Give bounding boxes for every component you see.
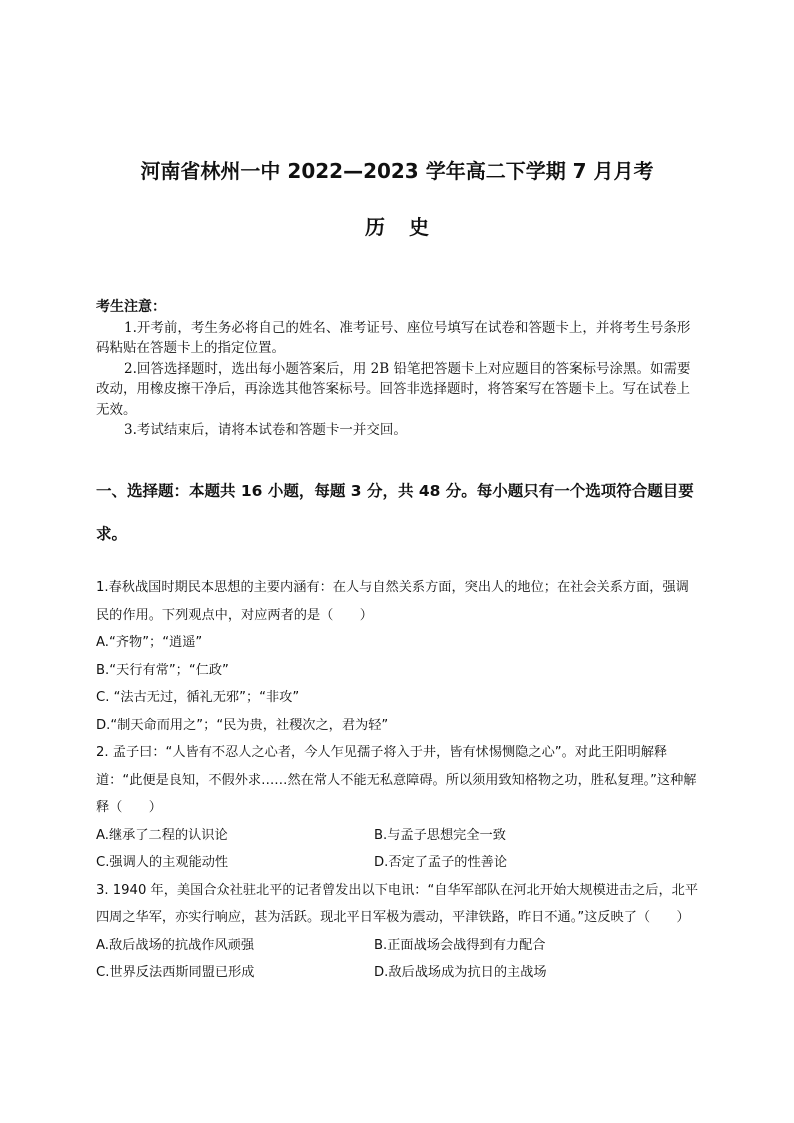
answer-option: D.“制天命而用之”；“民为贵，社稷次之，君为轻”	[96, 717, 389, 733]
answer-option: B.正面战场会战得到有力配合	[374, 937, 546, 953]
question-stem: 2. 孟子曰：“人皆有不忍人之心者，今人乍见孺子将入于井，皆有怵惕恻隐之心”。对此王阳明解释道：“此便是良知，不假外求……然在常人不能无私意障碍。所以须用致知格物之功，胜私复理。”这种解释（ ）	[96, 745, 697, 815]
answer-option: A.敌后战场的抗战作风顽强	[96, 937, 255, 953]
question-stem: 3. 1940 年，美国合众社驻北平的记者曾发出以下电讯：“自华军部队在河北开始大规模进击之后，北平四周之华军，亦实行响应，甚为活跃。现北平日军极为震动，平津铁路，昨日不通。”这反映了（ ）	[96, 882, 699, 925]
subject-title: 历史	[365, 215, 453, 239]
candidate-notice	[96, 296, 696, 440]
answer-option: C.世界反法西斯同盟已形成	[96, 965, 255, 980]
notice-item: 2.回答选择题时，选出每小题答案后，用 2B 铅笔把答题卡上对应题目的答案标号涂黑。如需要改动，用橡皮擦干净后，再涂选其他答案标号。回答非选择题时，将答案写在答题卡上。写在试卷上无效。	[96, 360, 691, 418]
exam-title: 河南省林州一中 2022—2023 学年高二下学期 7 月月考	[140, 159, 654, 183]
notice-heading: 考生注意：	[96, 299, 166, 315]
option-row	[96, 959, 701, 987]
answer-option: A.“齐物”；“逍遥”	[96, 635, 203, 650]
answer-option: D.否定了孟子的性善论	[374, 855, 508, 870]
question-stem: 1.春秋战国时期民本思想的主要内涵有：在人与自然关系方面，突出人的地位；在社会关系方面，强调民的作用。下列观点中，对应两者的是（ ）	[96, 580, 689, 623]
answer-option: D.敌后战场成为抗日的主战场	[374, 965, 547, 980]
section-heading	[96, 478, 701, 547]
question-list	[96, 574, 701, 987]
option-row	[96, 822, 701, 850]
answer-option: C. “法古无过，循礼无邪”；“非攻”	[96, 690, 300, 705]
answer-option: B.与孟子思想完全一致	[374, 827, 506, 843]
answer-option: A.继承了二程的认识论	[96, 827, 228, 843]
notice-item: 1.开考前，考生务必将自己的姓名、准考证号、座位号填写在试卷和答题卡上，并将考生号条形码粘贴在答题卡上的指定位置。	[96, 320, 691, 357]
section-heading-line: 求。	[96, 525, 128, 543]
section-heading-line: 一、选择题：本题共 16 小题，每题 3 分，共 48 分。每小题只有一个选项符合题目要	[96, 482, 694, 500]
option-row	[96, 849, 701, 877]
answer-option: B.“天行有常”；“仁政”	[96, 662, 229, 678]
option-row	[96, 932, 701, 960]
answer-option: C.强调人的主观能动性	[96, 855, 229, 870]
notice-item: 3.考试结束后，请将本试卷和答题卡一并交回。	[124, 422, 407, 439]
